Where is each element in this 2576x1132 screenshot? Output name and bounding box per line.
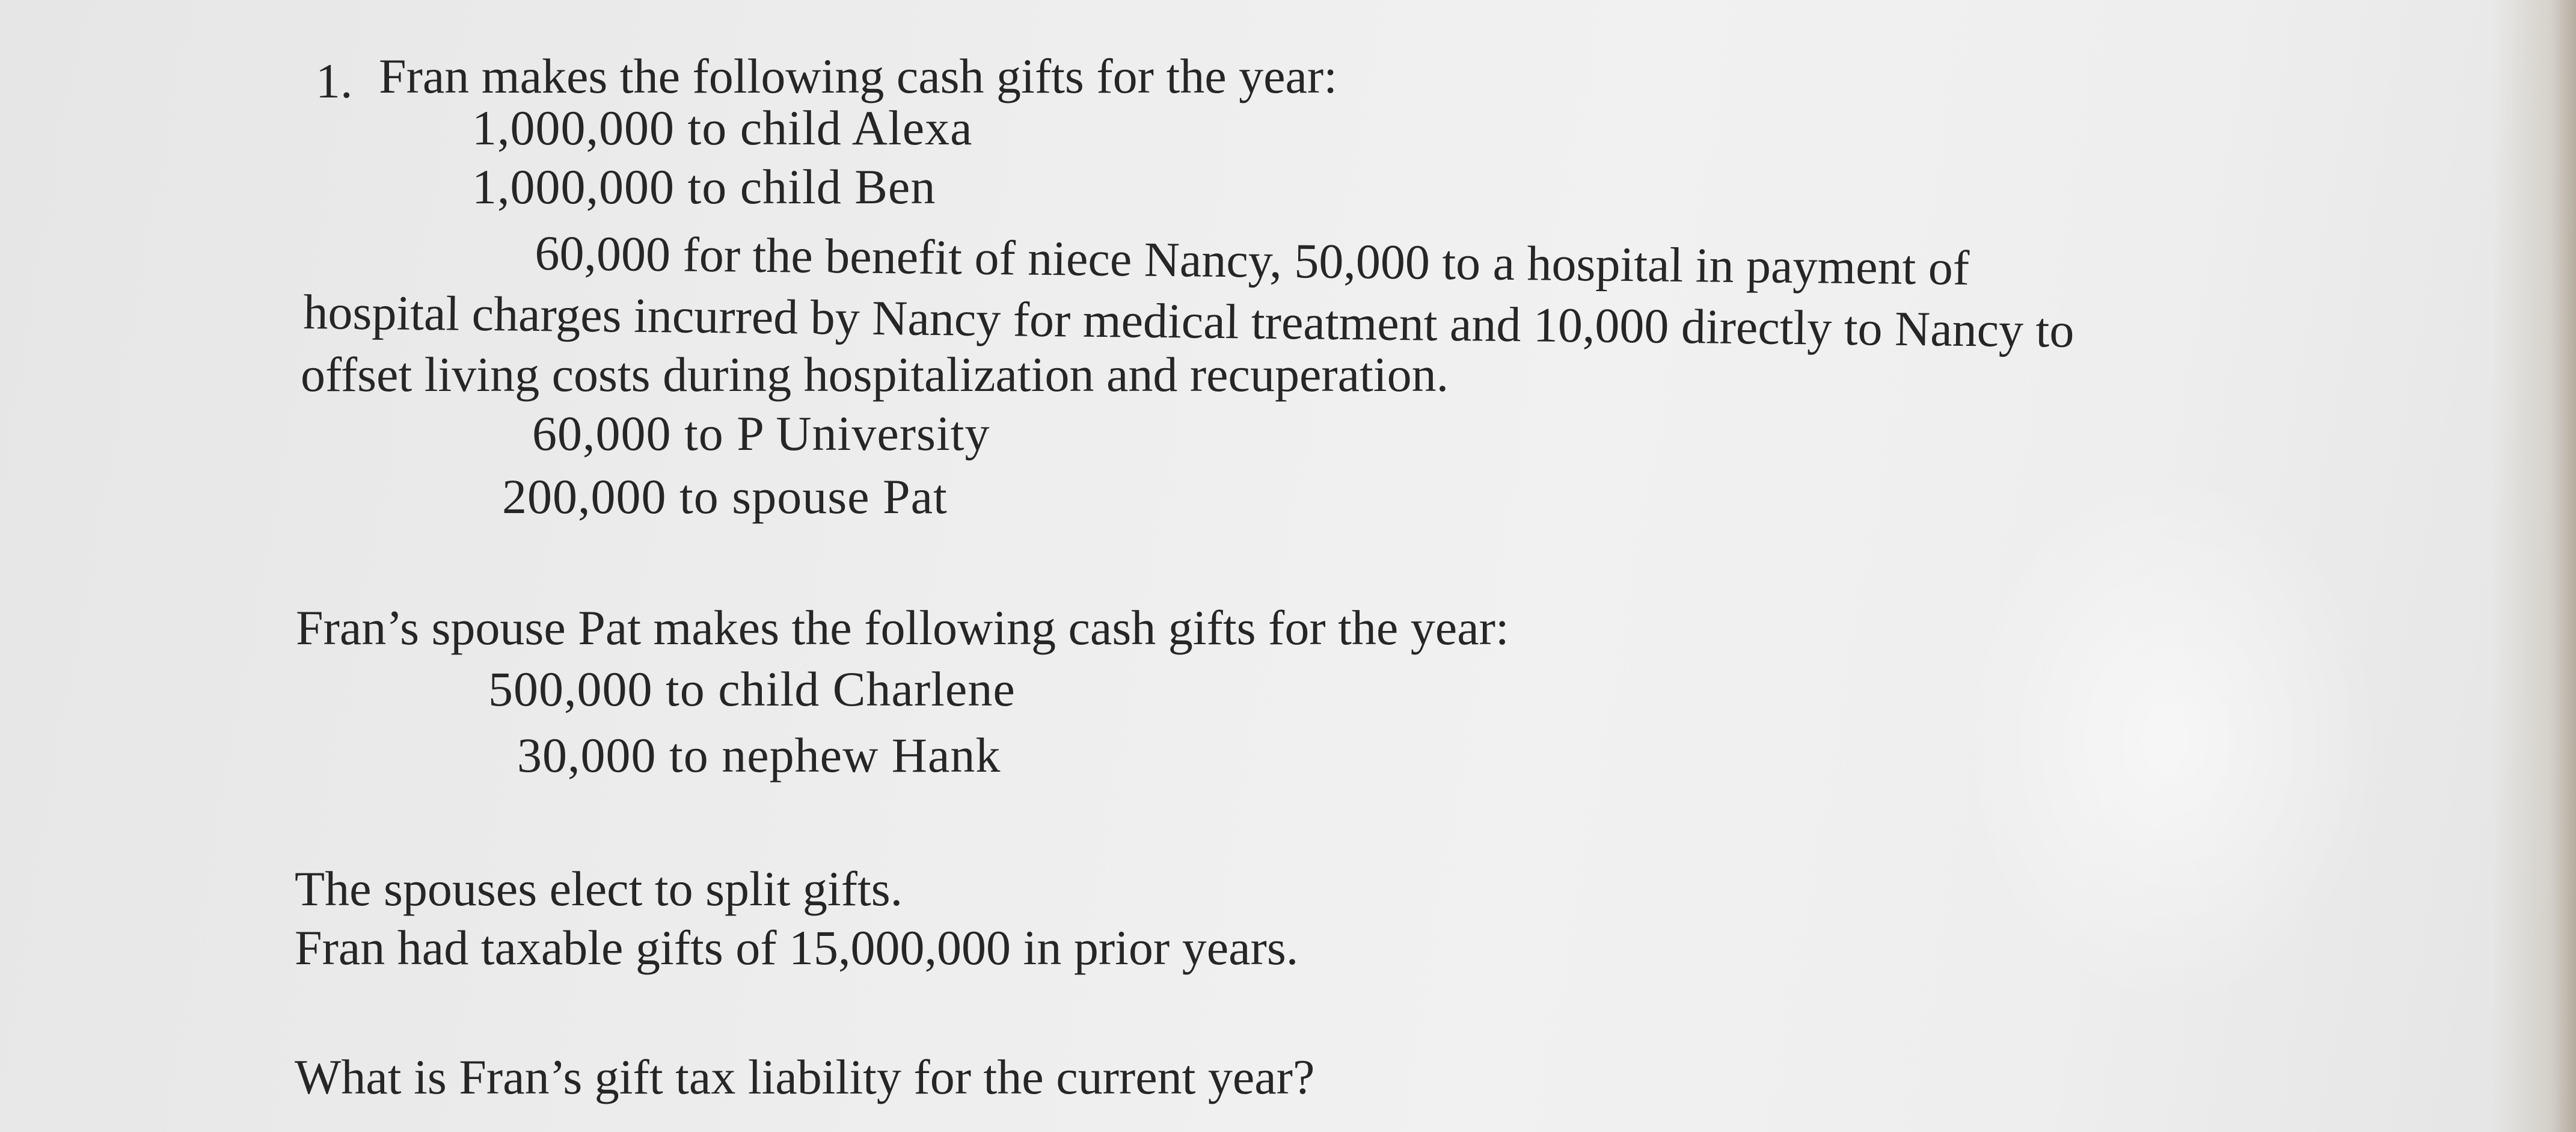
prior-gifts-text: Fran had taxable gifts of 15,000,000 in prior years. xyxy=(295,920,1299,975)
pat-gift-hank: 30,000 to nephew Hank xyxy=(517,728,1001,783)
pat-gift-charlene: 500,000 to child Charlene xyxy=(488,662,1016,716)
light-glare xyxy=(1960,469,2381,1010)
fran-gifts-heading: Fran makes the following cash gifts for the year: xyxy=(379,49,1337,103)
fran-gift-nancy-line-1: 60,000 for the benefit of niece Nancy, 50,000 to a hospital in payment of xyxy=(535,226,1970,295)
pat-gifts-heading: Fran’s spouse Pat makes the following cash gifts for the year: xyxy=(296,600,1509,655)
fran-gift-nancy-line-3: offset living costs during hospitalization and recuperation. xyxy=(301,347,1449,402)
paper-edge-shadow xyxy=(2492,0,2576,1132)
fran-gift-alexa: 1,000,000 to child Alexa xyxy=(472,100,973,155)
fran-gift-pat: 200,000 to spouse Pat xyxy=(502,469,948,524)
split-election-text: The spouses elect to split gifts. xyxy=(295,861,903,916)
fran-gift-university: 60,000 to P University xyxy=(532,406,990,461)
fran-gift-nancy-line-2: hospital charges incurred by Nancy for medical treatment and 10,000 directly to Nancy to xyxy=(303,285,2075,358)
question-number: 1. xyxy=(316,54,353,108)
fran-gift-ben: 1,000,000 to child Ben xyxy=(472,159,936,214)
question-prompt: What is Fran’s gift tax liability for the current year? xyxy=(295,1050,1315,1104)
